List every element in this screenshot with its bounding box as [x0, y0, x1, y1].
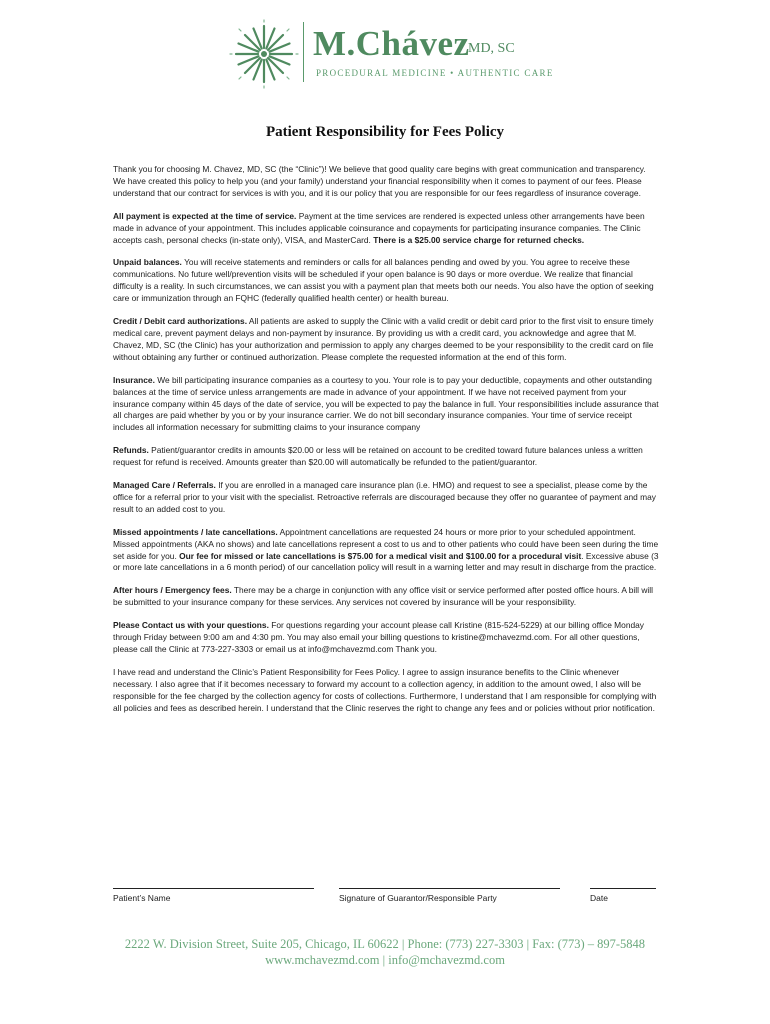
policy-body — [113, 164, 660, 726]
date-label: Date — [590, 893, 608, 903]
brand-name: M.Chávez — [313, 24, 470, 63]
late-cancellation-fee: Our fee for missed or late cancellations is $75.00 for a medical visit and $100.00 for a procedural visit — [179, 550, 582, 561]
document-title: Patient Responsibility for Fees Policy — [265, 124, 505, 140]
section-heading: All payment is expected at the time of service. — [113, 210, 297, 221]
brand-tagline: PROCEDURAL MEDICINE • AUTHENTIC CARE — [316, 68, 554, 78]
intro-paragraph — [113, 164, 660, 200]
managed-care-paragraph — [113, 480, 660, 516]
section-text: Patient/guarantor credits in amounts $20.00 or less will be retained on account to be credited toward future balances unless a written request for refund is received. Amounts greater than $20.00 will automatically be refunded to the patient/guarantor. — [113, 445, 643, 468]
header-divider — [303, 22, 304, 82]
section-text: . Excessive abuse (3 or more late cancellations in a 6 month period) of our cancellation policy will result in a warning letter and may result in discharge from the practice. — [113, 550, 659, 573]
guarantor-signature-label: Signature of Guarantor/Responsible Party — [339, 893, 497, 903]
section-heading: Managed Care / Referrals. — [113, 480, 216, 491]
returned-check-notice: There is a $25.00 service charge for returned checks. — [373, 234, 585, 245]
section-heading: Missed appointments / late cancellations. — [113, 526, 278, 537]
section-text: Payment at the time services are rendered is expected unless other arrangements have been made in advance of your appointment. This includes applicable coinsurance and copayments for participating insurance companies. The Clinic accepts cash, personal checks (in-state only), VISA, and MasterCard. — [113, 210, 645, 245]
patient-name-line[interactable] — [113, 888, 314, 889]
letterhead — [0, 0, 770, 100]
section-text: There may be a charge in conjunction with any office visit or service performed after posted office hours. A bill will be submitted to your insurance company for these services. Any services not covered by insurance will be your responsibility. — [113, 585, 653, 608]
section-heading: Credit / Debit card authorizations. — [113, 316, 248, 327]
section-text: You will receive statements and reminders or calls for all balances pending and owed by you. You agree to receive these communications. No future well/prevention visits will be scheduled if your open balance is 90 days or more overdue. We realize that financial difficulty is a reality. In such circumstances, we can assist you with a payment plan that meets both our needs. You also have the option of seeking care or immunization through an FQHC (federally qualified health center) or health bureau. — [113, 257, 654, 304]
footer-links: www.mchavezmd.com | info@mchavezmd.com — [265, 953, 505, 967]
date-line[interactable] — [590, 888, 656, 889]
missed-appointments-paragraph — [113, 527, 660, 575]
section-text: For questions regarding your account please call Kristine (815-524-5229) at our billing office Monday through Friday between 9:00 am and 4:30 pm. You may also email your billing questions to kristine@mchavezmd.com. For all other questions, please call the Clinic at 773-227-3303 or email us at info@mchavezmd.com Thank you. — [113, 620, 644, 654]
section-text: Appointment cancellations are requested 24 hours or more prior to your scheduled appointment. Missed appointments (AKA no shows) and late cancellations represent a cost to us and to other patients who could have been seen during the time set aside for you. — [113, 526, 659, 561]
brand-credentials: MD, SC — [468, 41, 515, 56]
section-text: We bill participating insurance companies as a courtesy to you. Your role is to pay your deductible, copayments and other outstanding balances at the time of service unless arrangements are made in advance of your appointment. If we have not received payment from your insurance company within 45 days of the date of service, you will be expected to pay the balance in full. Your responsibilities include assurance that all charges are paid whether by you or by your insurance carrier. We do not bill secondary insurance companies. Your time of service receipt includes all information necessary for submitting claims to your insurance company — [113, 374, 659, 433]
acknowledgement-text: I have read and understand the Clinic’s Patient Responsibility for Fees Policy. I agree to assign insurance benefits to the Clinic whenever necessary. I also agree that if it becomes necessary to forward my account to a collection agency, in addition to the amount owed, I also will be responsible for the fee charged by the collection agency for costs of collections. Furthermore, I understand that I am responsible for complying with all policies and fees as described herein. I understand that the Clinic reserves the right to change any fees and or policies without prior notification. — [113, 666, 657, 713]
section-heading: Refunds. — [113, 445, 149, 456]
section-heading: Unpaid balances. — [113, 257, 182, 268]
section-heading: Insurance. — [113, 374, 155, 385]
payment-paragraph — [113, 211, 660, 247]
leaf-wreath-icon — [228, 18, 300, 90]
after-hours-paragraph — [113, 585, 660, 609]
footer-address: 2222 W. Division Street, Suite 205, Chicago, IL 60622 | Phone: (773) 227-3303 | Fax: (773) – 897-5848 — [124, 937, 646, 951]
contact-paragraph — [113, 620, 660, 656]
footer — [0, 936, 770, 968]
intro-text: Thank you for choosing M. Chavez, MD, SC (the “Clinic”)! We believe that good quality care begins with great communication and transparency. We have created this policy to help you (and your family) understand your financial responsibility when it comes to payment of our fees. Please understand that our contract for services is with you, and it is our policy that you are responsible for our fees regardless of insurance coverage. — [113, 164, 646, 198]
acknowledgement-paragraph — [113, 667, 660, 715]
section-text: All patients are asked to supply the Clinic with a valid credit or debit card prior to the first visit to ensure timely medical care, prevent payment delays and non-payment by insurance. By providing us with a credit card, you acknowledge and agree that M. Chavez, MD, SC (the Clinic) has your authorization and permission to apply any charges deemed to be your responsibility to the credit card on file without obtaining any further or continued authorization. Please complete the requested information at the end of this form. — [113, 316, 654, 362]
guarantor-signature-line[interactable] — [339, 888, 560, 889]
section-heading: After hours / Emergency fees. — [113, 585, 232, 596]
unpaid-balances-paragraph — [113, 257, 660, 305]
card-authorization-paragraph — [113, 316, 660, 364]
section-text: If you are enrolled in a managed care insurance plan (i.e. HMO) and request to see a specialist, please come by the office for a referral prior to your visit with the specialist. Retroactive referrals are discouraged because they offer no guarantee of payment and may result to an added cost to you. — [113, 480, 656, 514]
refunds-paragraph — [113, 445, 660, 469]
insurance-paragraph — [113, 375, 660, 435]
section-heading: Please Contact us with your questions. — [113, 620, 269, 631]
patient-name-label: Patient’s Name — [113, 893, 171, 903]
